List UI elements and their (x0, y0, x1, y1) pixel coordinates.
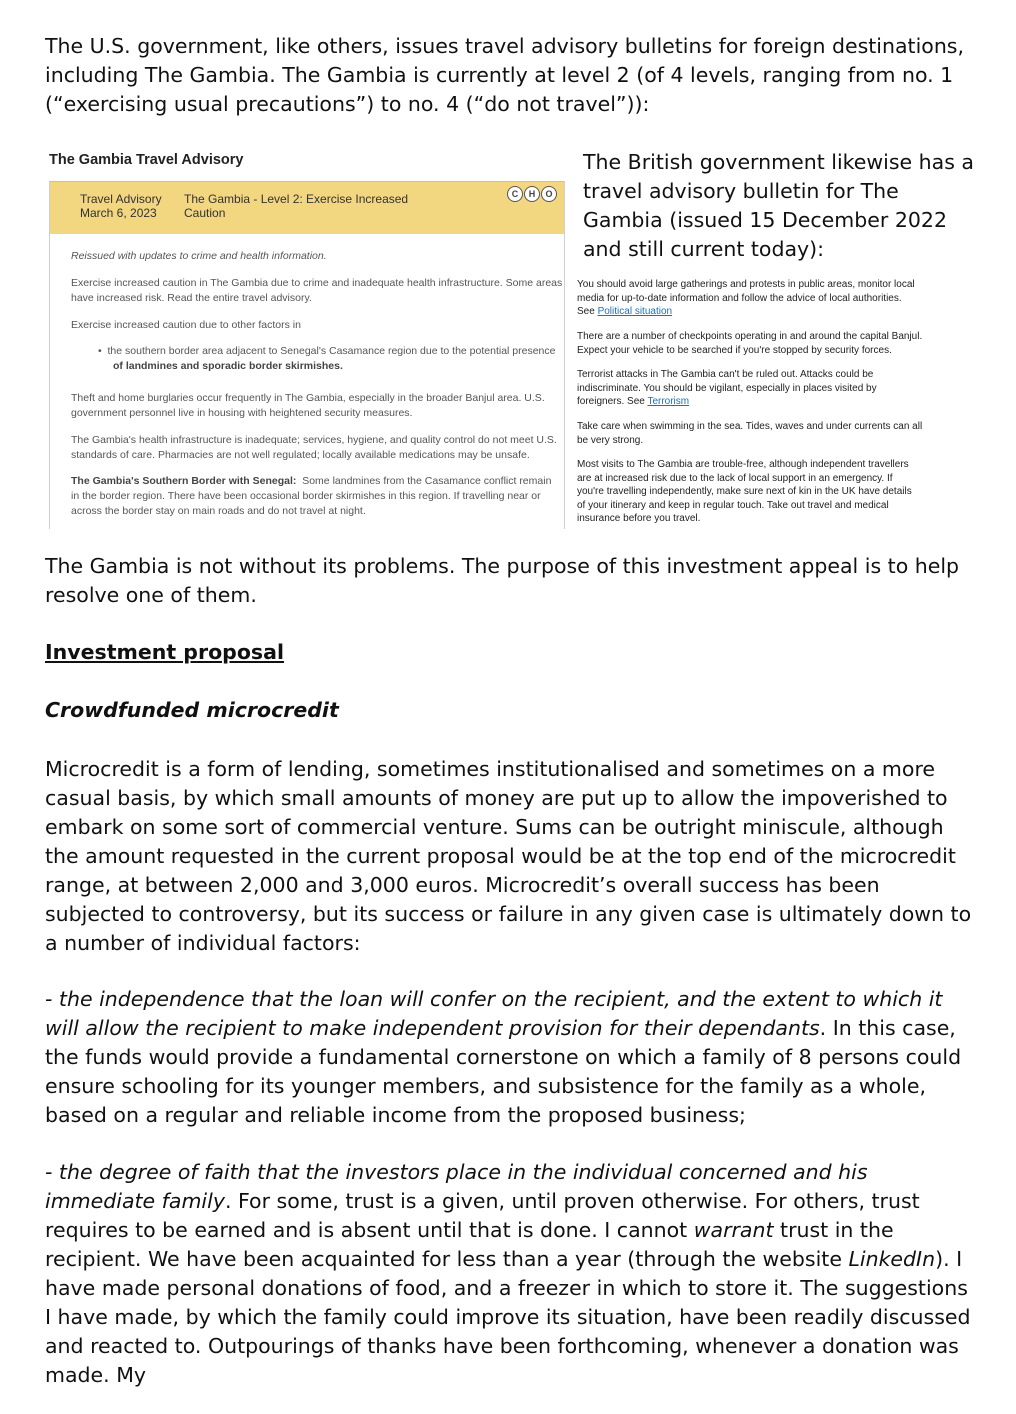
uk-paragraph-3 (577, 368, 937, 409)
us-advisory-title: The Gambia Travel Advisory (49, 152, 244, 168)
factor2-text-1: . For some, trust is a given, until proven otherwise. For others, trust requires to be earned and is absent until that is done. I cannot (45, 1189, 920, 1242)
us-p3-line2: government personnel live in housing with heightened security measures. (71, 407, 413, 419)
reissued-text: Reissued with updates to crime and health information. (71, 250, 327, 262)
us-bullet-line2: of landmines and sporadic border skirmishes. (113, 360, 343, 372)
microcredit-paragraph: Microcredit is a form of lending, sometimes institutionalised and sometimes on a more casual basis, by which small amounts of money are put up to allow the impoverished to embark on some sort of commercial venture. Sums can be outright miniscule, although the amount requested in the current proposal would be at the top end of the microcredit range, at between 2,000 and 3,000 euros. Microcredit’s overall success has been subjected to controversy, but its success or failure in any given case is ultimately down to a number of individual factors: (45, 757, 972, 955)
intro-paragraph: The U.S. government, like others, issues travel advisory bulletins for foreign destinations, including The Gambia. The Gambia is currently at level 2 (of 4 levels, ranging from no. 1 (“exercising usual precautions”) to no. 4 (“do not travel”)): (45, 34, 965, 116)
banner-advisory-label: Travel Advisory (80, 192, 162, 206)
factor-independence-paragraph (45, 985, 980, 1130)
us-p1-line2: have increased risk. Read the entire travel advisory. (71, 292, 312, 304)
uk-p1-line2: media for up-to-date information and follow the advice of local authorities. (577, 292, 902, 304)
banner-level-line2: Caution (184, 206, 226, 220)
factor2-text-3: ). I have made personal donations of food, and a freezer in which to store it. The suggestions I have made, by which the family could improve its situation, have been readily discussed and reacted to. Outpourings of thanks have been forthcoming, whenever a donation was made. My (45, 1247, 971, 1387)
uk-p5-line4: of your itinerary and keep in regular touch. Take out travel and medical (577, 499, 889, 511)
uk-p5-line3: you're travelling independently, make sure next of kin in the UK have details (577, 486, 912, 497)
uk-p3-line3: foreigners. See (577, 396, 645, 407)
us-paragraph-3 (71, 391, 545, 421)
uk-advisory-intro: The British government likewise has a travel advisory bulletin for The Gambia (issued 15 December 2022 and still current today): (583, 150, 974, 261)
us-p1-line1: Exercise increased caution in The Gambia due to crime and inadequate health infrastructure. Some areas (71, 277, 563, 289)
us-travel-advisory (49, 150, 567, 530)
uk-p3-line1: Terrorist attacks in The Gambia can't be ruled out. Attacks could be (577, 369, 874, 380)
factor1-text: . In this case, the funds would provide a fundamental cornerstone on which a family of 8 persons could ensure schooling for its younger members, and subsistence for the family as a whole, based on a regular and reliable income from the proposed business; (45, 1016, 962, 1127)
uk-paragraph-4 (577, 420, 937, 447)
us-p3-line1: Theft and home burglaries occur frequently in The Gambia, especially in the broader Banjul area. U.S. (71, 392, 545, 404)
crime-badge-icon: C (507, 186, 523, 202)
us-p5-heading: The Gambia's Southern Border with Senegal: (71, 475, 297, 487)
advisory-level-text (184, 192, 424, 220)
uk-paragraph-1 (577, 278, 937, 319)
us-paragraph-4 (71, 433, 557, 463)
uk-p3-line2: indiscriminate. You should be vigilant, especially in places visited by (577, 382, 877, 394)
banner-advisory-date: March 6, 2023 (80, 206, 157, 220)
advisory-date-block (80, 192, 180, 220)
us-bullet-continuation (113, 359, 343, 374)
us-p5-line1: Some landmines from the Casamance conflict remain (302, 475, 552, 487)
us-p4-line2: standards of care. Pharmacies are not well regulated; locally available medications may be unsafe. (71, 449, 530, 461)
factor2-text-2: trust in the recipient. We have been acquainted for less than a year (through the website (45, 1218, 894, 1271)
us-bullet-line1: the southern border area adjacent to Senegal's Casamance region due to the potential presence (107, 345, 556, 357)
us-bullet-item (98, 344, 556, 359)
uk-paragraph-5 (577, 458, 937, 526)
problems-paragraph: The Gambia is not without its problems. The purpose of this investment appeal is to help resolve one of them. (45, 554, 960, 607)
bullet-icon: • (98, 345, 108, 357)
uk-p5-line1: Most visits to The Gambia are trouble-free, although independent travellers (577, 459, 909, 470)
uk-p1-line1: You should avoid large gatherings and protests in public areas, monitor local (577, 279, 915, 290)
us-p4-line1: The Gambia's health infrastructure is inadequate; services, hygiene, and quality control do not meet U.S. (71, 434, 557, 446)
political-situation-link[interactable]: Political situation (597, 306, 673, 317)
us-p5-line2: in the border region. There have been occasional border skirmishes in this region. If travelling near or (71, 490, 541, 502)
terrorism-link[interactable]: Terrorism (647, 396, 690, 407)
us-paragraph-1 (71, 276, 562, 306)
uk-p2-line1: There are a number of checkpoints operating in and around the capital Banjul. (577, 331, 923, 342)
banner-level-line1: The Gambia - Level 2: Exercise Increased (184, 192, 409, 206)
us-advisory-card (49, 181, 565, 529)
us-paragraph-5 (71, 474, 551, 519)
uk-p4-line1: Take care when swimming in the sea. Tides, waves and under currents can all (577, 421, 923, 432)
investment-proposal-heading: Investment proposal (45, 640, 284, 664)
uk-paragraph-2 (577, 330, 937, 357)
uk-p4-line2: be very strong. (577, 434, 644, 446)
uk-p5-line2: are at increased risk due to the lack of local support in an emergency. If (577, 472, 893, 484)
factor1-italic: - the independence that the loan will confer on the recipient, and the extent to which it will allow the recipient to make independent provision for their dependants (45, 987, 943, 1040)
factor2-warrant: warrant (693, 1218, 774, 1242)
crowdfunded-microcredit-heading: Crowdfunded microcredit (45, 698, 339, 722)
us-p5-line3: across the border stay on main roads and do not travel at night. (71, 505, 366, 517)
factor2-linkedin: LinkedIn (848, 1247, 936, 1271)
us-paragraph-2: Exercise increased caution due to other factors in (71, 319, 301, 331)
uk-p1-see: See (577, 306, 595, 317)
reissued-note (71, 249, 327, 264)
other-badge-icon: O (541, 186, 557, 202)
uk-p2-line2: Expect your vehicle to be searched if you're stopped by security forces. (577, 344, 892, 356)
factor-faith-paragraph (45, 1158, 980, 1390)
uk-p5-line5: insurance before you travel. (577, 513, 701, 524)
risk-indicator-badges (507, 186, 557, 202)
health-badge-icon: H (524, 186, 540, 202)
advisory-level-banner (50, 181, 564, 234)
factor2-italic: - the degree of faith that the investors place in the individual concerned and his immediate family (45, 1160, 868, 1213)
